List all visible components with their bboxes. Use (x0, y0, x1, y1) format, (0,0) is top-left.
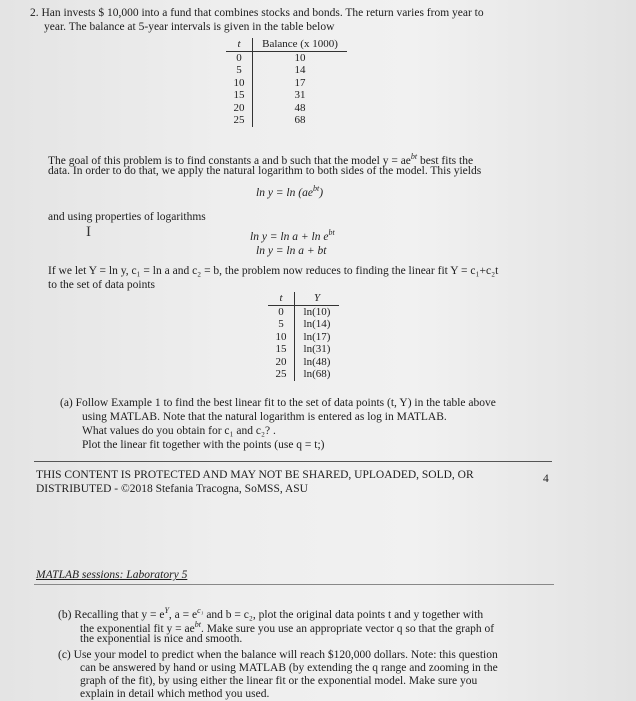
part-c-line-4: explain in detail which method you used. (80, 688, 270, 700)
equation-1-end: ) (319, 186, 324, 199)
part-b-sup-1: Y (164, 606, 169, 615)
page-number: 4 (543, 473, 549, 485)
copyright-line-2: DISTRIBUTED - ©2018 Stefania Tracogna, SoMSS, ASU (36, 483, 308, 495)
part-b-text-3: and b = c₂, plot the original data points t and y together with (203, 608, 484, 621)
table-cell: 25 (226, 114, 253, 127)
table-cell: 68 (294, 114, 306, 126)
copyright-line-1: THIS CONTENT IS PROTECTED AND MAY NOT BE SHARED, UPLOADED, SOLD, OR (36, 469, 474, 481)
part-a-line-2: using MATLAB. Note that the natural logarithm is entered as log in MATLAB. (82, 411, 447, 423)
goal-text: The goal of this problem is to find constants a and b such that the model y = ae (48, 154, 411, 167)
table-cell: 0 (268, 305, 295, 318)
logs-text: and using properties of logarithms (48, 211, 206, 223)
table-cell: 5 (226, 64, 253, 77)
table-row (226, 77, 347, 90)
table-header-t: t (226, 38, 253, 51)
table-row (268, 305, 339, 318)
part-b-text-5: . Make sure you use an appropriate vector q so that the graph of (200, 622, 495, 635)
table-row (226, 114, 347, 127)
equation-2 (250, 226, 335, 244)
table-row (226, 89, 347, 102)
goal-line-2: data. In order to do that, we apply the natural logarithm to both sides of the model. This yields (48, 165, 482, 177)
table-cell: ln(31) (303, 343, 331, 355)
part-c-line-2: can be answered by hand or using MATLAB (by extending the q range and zooming in the (80, 662, 498, 674)
table-cell: ln(17) (303, 330, 331, 343)
table-cell: 15 (268, 343, 295, 356)
equation-3: ln y = ln a + bt (256, 245, 327, 257)
text-cursor-icon: I (86, 224, 91, 240)
part-c-line-1: (c) Use your model to predict when the balance will reach $120,000 dollars. Note: this question (58, 649, 498, 661)
part-c-line-3: graph of the fit), by using either the linear fit or the exponential model. Make sure you (80, 675, 478, 687)
table-cell: 20 (268, 356, 295, 369)
table-cell: 10 (226, 77, 253, 90)
table-cell: 0 (226, 51, 253, 64)
intro-line-2: year. The balance at 5-year intervals is given in the table below (44, 21, 335, 33)
goal-text-end: best fits the (417, 154, 474, 167)
part-a-line-1: (a) Follow Example 1 to find the best linear fit to the set of data points (t, Y) in the table above (60, 397, 496, 409)
table-row (268, 368, 339, 381)
table-cell: 25 (268, 368, 295, 381)
table-row (268, 331, 339, 344)
equation-1-sup: bt (312, 184, 320, 193)
table-cell: ln(68) (303, 368, 331, 380)
log-data-table (268, 292, 339, 381)
table-header-t: t (268, 292, 295, 305)
table-row (268, 356, 339, 369)
equation-2-text: ln y = ln a + ln e (250, 230, 329, 243)
part-b-text-1: (b) Recalling that y = e (58, 608, 165, 621)
table-header-y: Y (295, 292, 340, 305)
table-cell: 17 (294, 76, 306, 89)
header-rule (34, 584, 554, 585)
table-cell: 10 (268, 331, 295, 344)
table-cell: ln(48) (303, 355, 331, 368)
goal-superscript: bt (410, 152, 418, 161)
balance-table (226, 38, 347, 127)
table-row (268, 343, 339, 356)
equation-1 (256, 182, 323, 200)
intro-line-1: Han invests $ 10,000 into a fund that combines stocks and bonds. The return varies from year to (41, 7, 484, 19)
part-a-line-3: What values do you obtain for c₁ and c₂? . (82, 425, 276, 437)
equation-1-text: ln y = ln (ae (256, 186, 313, 199)
table-row (226, 64, 347, 77)
part-b-line-3: the exponential is nice and smooth. (80, 633, 243, 645)
footer-rule (34, 461, 552, 462)
next-page-header: MATLAB sessions: Laboratory 5 (36, 569, 188, 581)
table-cell: 48 (294, 101, 306, 114)
part-b-sup-2: c₁ (197, 606, 204, 615)
table-row (268, 318, 339, 331)
table-header-row (226, 38, 347, 51)
table-cell: 31 (294, 89, 306, 101)
part-b-text-4: the exponential fit y = ae (80, 622, 195, 635)
table-cell: 20 (226, 102, 253, 115)
table-row (226, 102, 347, 115)
substitution-line-1: If we let Y = ln y, c₁ = ln a and c₂ = b, the problem now reduces to finding the linear fit Y = c₁+c₂t (48, 265, 499, 277)
table-cell: 14 (294, 64, 306, 76)
table-cell: ln(10) (303, 305, 331, 318)
equation-2-sup: bt (328, 228, 335, 237)
table-cell: 10 (294, 51, 306, 64)
table-header-row (268, 292, 339, 305)
problem-intro (30, 6, 484, 20)
table-cell: 5 (268, 318, 295, 331)
problem-number: 2. (30, 7, 39, 19)
table-header-balance: Balance (x 1000) (253, 38, 348, 51)
part-b-text-2: , a = e (168, 608, 198, 621)
part-a-line-4: Plot the linear fit together with the points (use q = t;) (82, 439, 325, 451)
substitution-line-2: to the set of data points (48, 279, 155, 291)
table-cell: ln(14) (303, 318, 331, 330)
table-cell: 15 (226, 89, 253, 102)
table-row (226, 51, 347, 64)
part-b-sup-3: bt (194, 620, 201, 629)
